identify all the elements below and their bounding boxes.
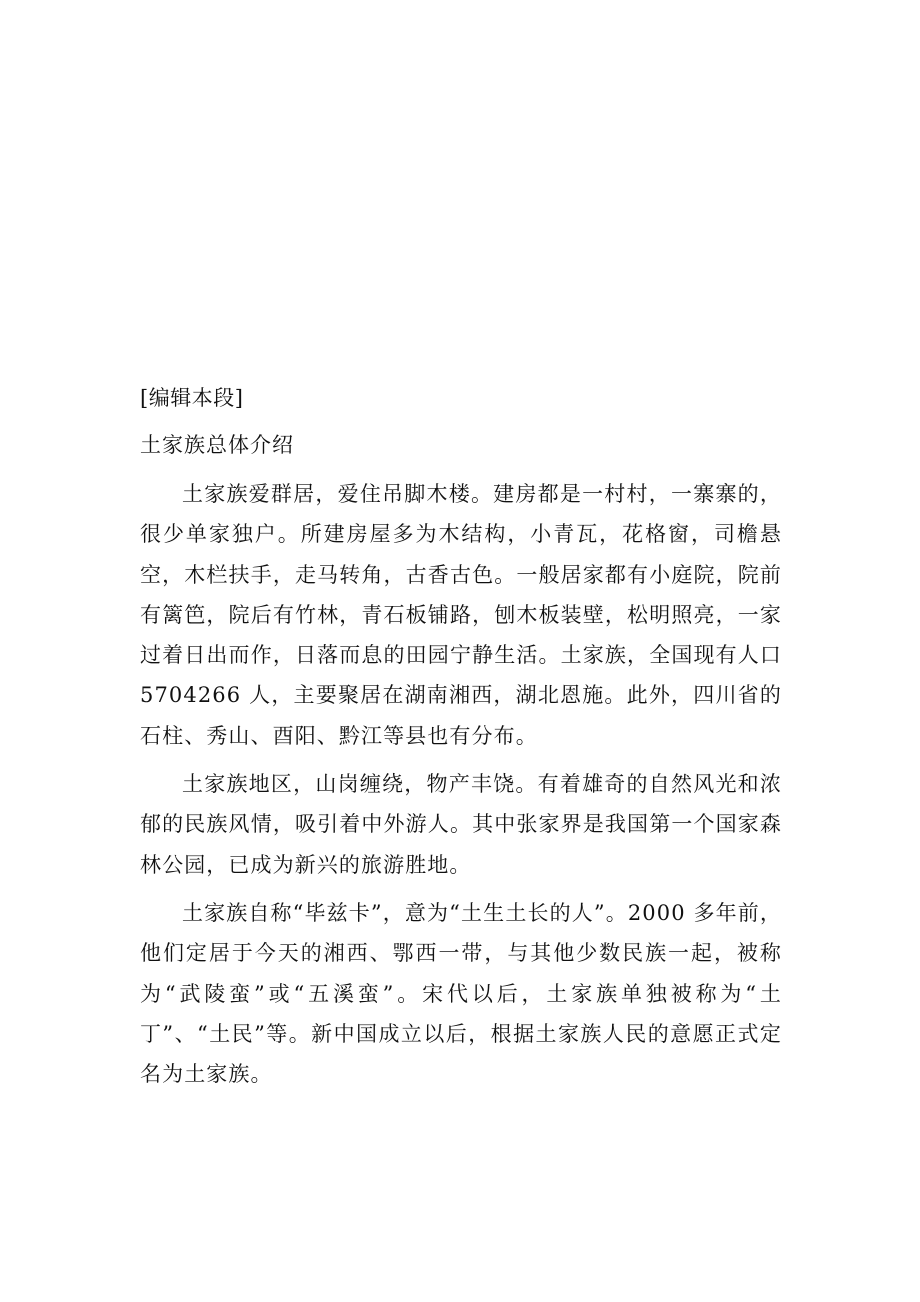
section-title: 土家族总体介绍 [140, 433, 294, 457]
document-page [140, 380, 782, 1102]
edit-section-link[interactable]: [编辑本段] [140, 386, 244, 410]
paragraph-history: 土家族自称“毕兹卡”，意为“土生土长的人”。2000 多年前，他们定居于今天的湘西、鄂西一带，与其他少数民族一起，被称为“武陵蛮”或“五溪蛮”。宋代以后，土家族单独被称为“土丁”、“土民”等。新中国成立以后，根据土家族人民的意愿正式定名为土家族。 [140, 900, 782, 1087]
paragraph-housing: 土家族爱群居，爱住吊脚木楼。建房都是一村村，一寨寨的，很少单家独户。所建房屋多为木结构，小青瓦，花格窗，司檐悬空，木栏扶手，走马转角，古香古色。一般居家都有小庭院，院前有篱笆，院后有竹林，青石板铺路，刨木板装壁，松明照亮，一家过着日出而作，日落而息的田园宁静生活。土家族，全国现有人口 5704266 人，主要聚居在湖南湘西，湖北恩施。此外，四川省的石柱、秀山、酉阳、黔江等县也有分布。 [140, 482, 782, 748]
paragraph-region: 土家族地区，山岗缠绕，物产丰饶。有着雄奇的自然风光和浓郁的民族风情，吸引着中外游人。其中张家界是我国第一个国家森林公园，已成为新兴的旅游胜地。 [140, 772, 782, 877]
